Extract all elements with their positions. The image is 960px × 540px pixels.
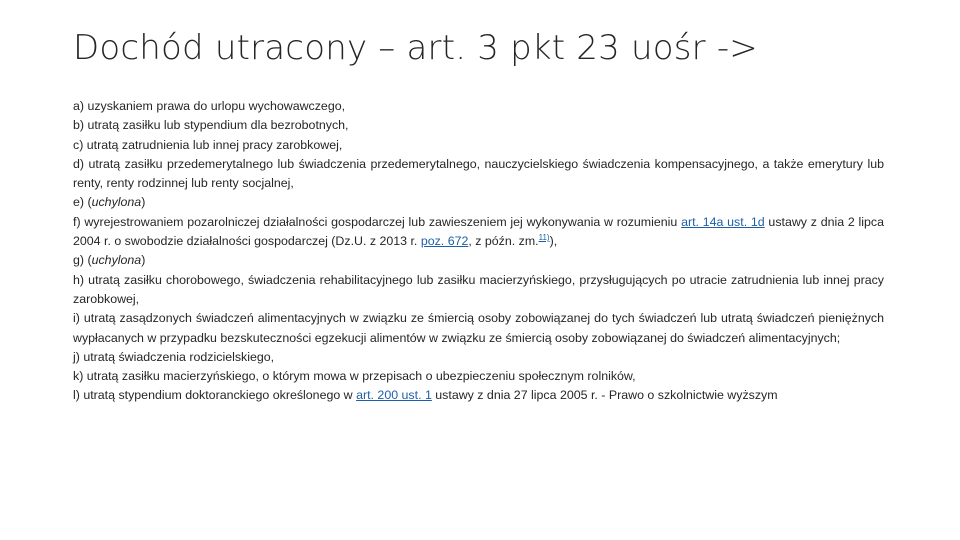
list-item-c: c) utratą zatrudnienia lub innej pracy zarobkowej, [73,137,343,152]
item-g-prefix: g) ( [73,253,92,268]
item-e-repealed: uchylona [91,195,142,210]
list-item-e [73,193,884,212]
link-art-200[interactable]: art. 200 ust. 1 [356,388,432,403]
list-item-k: k) utratą zasiłku macierzyńskiego, o którym mowa w przepisach o ubezpieczeniu społecznym rolników, [73,369,636,384]
link-poz-672[interactable]: poz. 672 [420,234,469,249]
list-item-f [73,213,884,252]
item-f-text-4: ), [549,234,558,249]
list-item-j: j) utratą świadczenia rodzicielskiego, [73,349,275,364]
item-g-suffix: ) [141,253,146,268]
item-f-text-2: ustawy z dnia 2 lipca 2004 r. o swobodzie działalności gospodarczej (Dz.U. z 2013 r. [73,214,884,249]
body-text [73,97,884,406]
item-e-suffix: ) [141,195,146,210]
item-l-text-1: l) utratą stypendium doktoranckiego określonego w [73,388,357,403]
item-g-repealed: uchylona [91,253,142,268]
item-f-text-1: f) wyrejestrowaniem pozarolniczej działalności gospodarczej lub zawieszeniem jej wykonywania w rozumieniu [73,214,682,229]
list-item-b: b) utratą zasiłku lub stypendium dla bezrobotnych, [73,118,349,133]
item-l-text-2: ustawy z dnia 27 lipca 2005 r. - Prawo o szkolnictwie wyższym [431,388,778,403]
list-item-d: d) utratą zasiłku przedemerytalnego lub świadczenia przedemerytalnego, nauczycielskiego świadczenia kompensacyjnego, a także emerytury lub renty, renty rodzinnej lub renty socjalnej, [73,156,884,191]
link-art-14a[interactable]: art. 14a ust. 1d [681,214,765,229]
list-item-a: a) uzyskaniem prawa do urlopu wychowawczego, [73,99,346,113]
list-item-i: i) utratą zasądzonych świadczeń alimentacyjnych w związku ze śmiercią osoby zobowiązanej do tych świadczeń lub utratą świadczeń pieniężnych wypłacanych w przypadku bezskuteczności egzekucji alimentów w związku ze śmiercią osoby zobowiązanej do świadczeń alimentacyjnych; [73,311,884,345]
item-f-text-3: , z późn. zm. [468,234,539,249]
slide-title: Dochód utracony – art. 3 pkt 23 uośr -> [73,28,758,68]
list-item-g [73,251,884,270]
item-e-prefix: e) ( [73,195,92,210]
list-item-l [73,386,884,405]
list-item-h: h) utratą zasiłku chorobowego, świadczenia rehabilitacyjnego lub zasiłku macierzyńskiego, przysługujących po utracie zatrudnienia lub innej pracy zarobkowej, [73,272,884,306]
footnote-link-11[interactable]: 11) [538,232,550,242]
